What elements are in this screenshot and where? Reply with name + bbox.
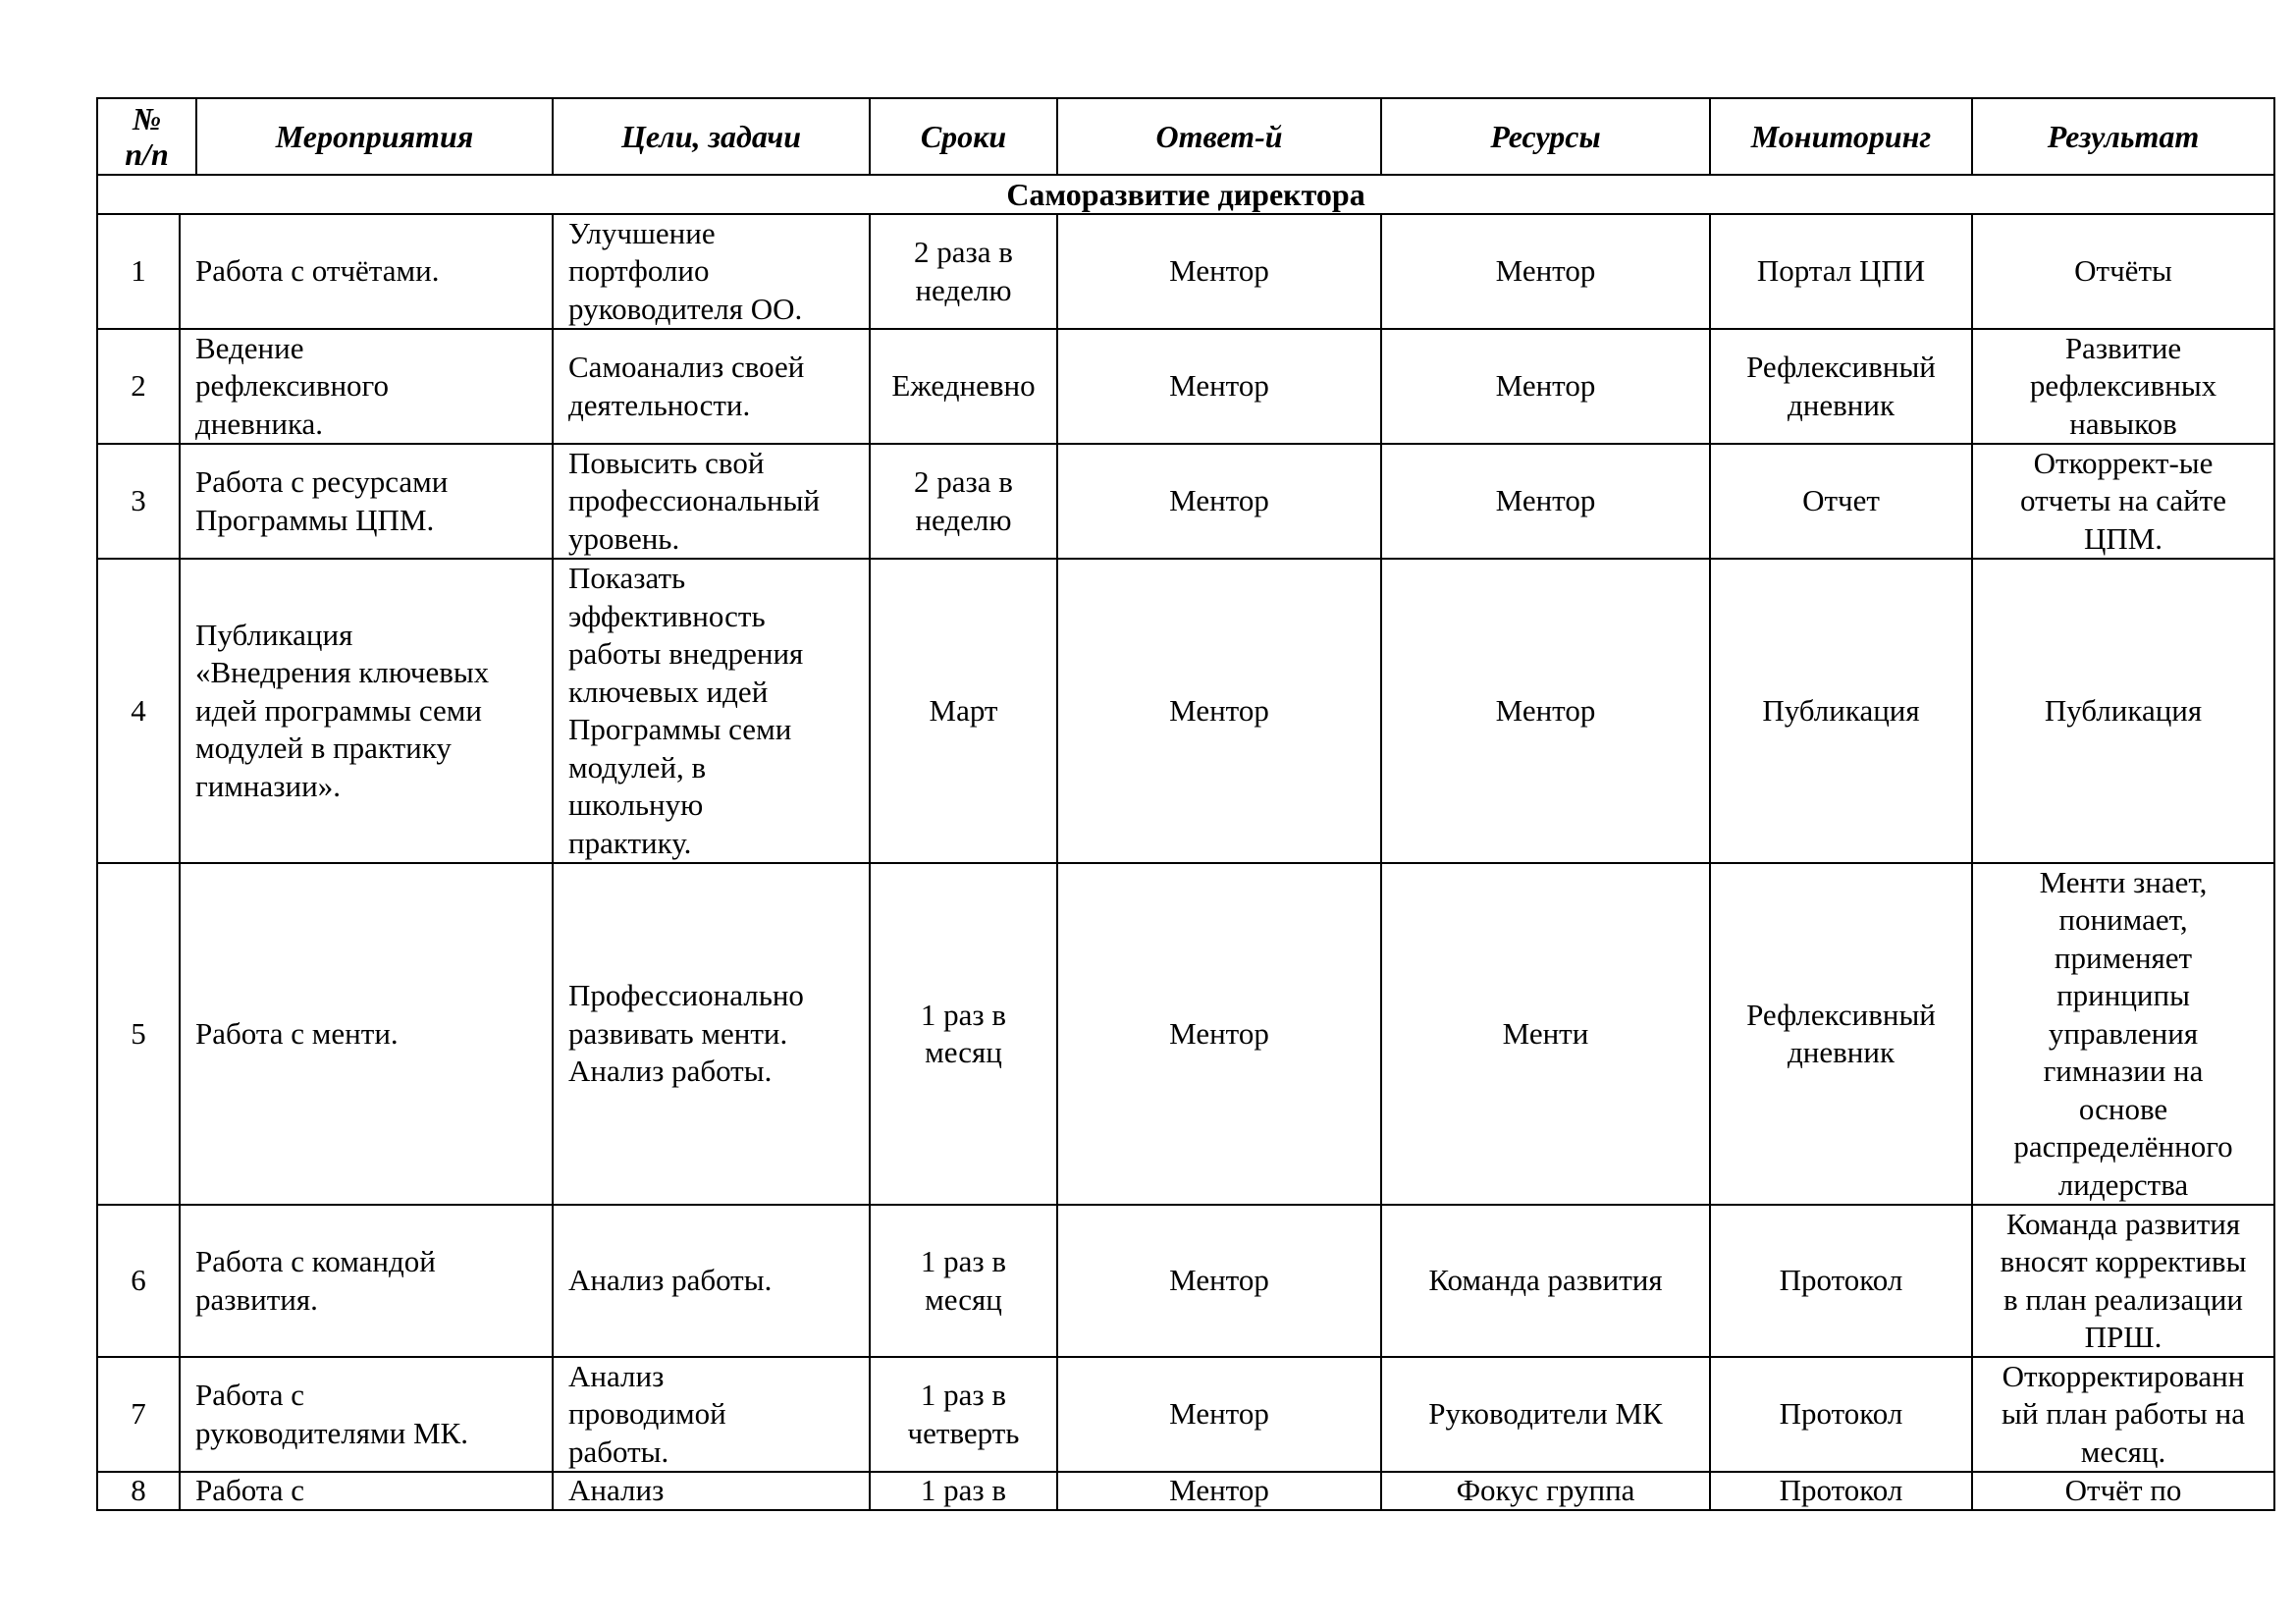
- header-monitoring: Мониторинг: [1750, 118, 1932, 154]
- activity-cell: Работа с ресурсами Программы ЦПМ.: [195, 464, 449, 537]
- terms-cell: 1 раз в месяц: [920, 1244, 1007, 1317]
- resources-cell: Менти: [1502, 1015, 1589, 1051]
- terms-cell: Март: [929, 692, 998, 728]
- terms-cell: 2 раза в неделю: [914, 235, 1013, 307]
- responsible-cell: Ментор: [1169, 483, 1269, 518]
- result-cell: Откорректированн ый план работы на месяц.: [2002, 1358, 2245, 1469]
- header-goals: Цели, задачи: [620, 118, 802, 154]
- row-number: 5: [131, 1015, 146, 1051]
- responsible-cell: Ментор: [1169, 1015, 1269, 1051]
- terms-cell: Ежедневно: [891, 368, 1036, 404]
- header-result: Результат: [2047, 118, 2200, 154]
- activity-cell: Публикация «Внедрения ключевых идей программы семи модулей в практику гимназии».: [195, 617, 490, 803]
- result-cell: Развитие рефлексивных навыков: [2029, 330, 2217, 441]
- header-activities: Мероприятия: [275, 118, 474, 154]
- activity-cell: Ведение рефлексивного дневника.: [195, 330, 389, 441]
- resources-cell: Команда развития: [1428, 1263, 1663, 1298]
- resources-cell: Фокус группа: [1456, 1473, 1635, 1508]
- row-number: 2: [131, 368, 146, 404]
- row-number: 4: [131, 692, 146, 728]
- header-number: № п/п: [125, 101, 169, 172]
- responsible-cell: Ментор: [1169, 253, 1269, 289]
- monitoring-cell: Отчет: [1802, 483, 1880, 518]
- goals-cell: Улучшение портфолио руководителя ОО.: [568, 215, 803, 326]
- goals-cell: Анализ: [568, 1473, 665, 1508]
- result-cell: Отчёты: [2074, 253, 2172, 289]
- goals-cell: Показать эффективность работы внедрения ключевых идей Программы семи модулей, в школьную практику.: [568, 561, 804, 860]
- goals-cell: Профессионально развивать менти. Анализ работы.: [568, 978, 804, 1089]
- activity-cell: Работа с: [195, 1473, 305, 1508]
- monitoring-cell: Публикация: [1762, 692, 1920, 728]
- activity-cell: Работа с руководителями МК.: [195, 1378, 468, 1450]
- monitoring-cell: Протокол: [1779, 1396, 1903, 1432]
- goals-cell: Самоанализ своей деятельности.: [568, 350, 805, 422]
- header-terms: Сроки: [920, 118, 1007, 154]
- result-cell: Команда развития вносят коррективы в план реализации ПРШ.: [2000, 1206, 2247, 1354]
- activity-cell: Работа с менти.: [195, 1015, 399, 1051]
- monitoring-cell: Рефлексивный дневник: [1746, 997, 1936, 1069]
- goals-cell: Повысить свой профессиональный уровень.: [568, 445, 821, 556]
- terms-cell: 1 раз в: [920, 1473, 1007, 1508]
- resources-cell: Ментор: [1495, 483, 1596, 518]
- monitoring-cell: Портал ЦПИ: [1756, 253, 1926, 289]
- activity-cell: Работа с командой развития.: [195, 1244, 436, 1317]
- terms-cell: 2 раза в неделю: [914, 464, 1013, 537]
- terms-cell: 1 раз в четверть: [907, 1378, 1020, 1450]
- resources-cell: Руководители МК: [1428, 1396, 1663, 1432]
- responsible-cell: Ментор: [1169, 1396, 1269, 1432]
- responsible-cell: Ментор: [1169, 1263, 1269, 1298]
- monitoring-cell: Протокол: [1779, 1473, 1903, 1508]
- monitoring-cell: Протокол: [1779, 1263, 1903, 1298]
- responsible-cell: Ментор: [1169, 692, 1269, 728]
- header-responsible: Ответ-й: [1155, 118, 1283, 154]
- row-number: 3: [131, 483, 146, 518]
- goals-cell: Анализ работы.: [568, 1263, 773, 1298]
- section-title: Саморазвитие директора: [1006, 176, 1365, 212]
- row-number: 6: [131, 1263, 146, 1298]
- row-number: 8: [131, 1473, 146, 1508]
- result-cell: Публикация: [2044, 692, 2203, 728]
- responsible-cell: Ментор: [1169, 368, 1269, 404]
- row-number: 7: [131, 1396, 146, 1432]
- activity-cell: Работа с отчётами.: [195, 253, 440, 289]
- resources-cell: Ментор: [1495, 368, 1596, 404]
- terms-cell: 1 раз в месяц: [920, 997, 1007, 1069]
- responsible-cell: Ментор: [1169, 1473, 1269, 1508]
- header-resources: Ресурсы: [1490, 118, 1601, 154]
- resources-cell: Ментор: [1495, 692, 1596, 728]
- row-number: 1: [131, 253, 146, 289]
- result-cell: Откоррект-ые отчеты на сайте ЦПМ.: [2019, 445, 2226, 556]
- goals-cell: Анализ проводимой работы.: [568, 1358, 726, 1469]
- resources-cell: Ментор: [1495, 253, 1596, 289]
- result-cell: Отчёт по: [2064, 1473, 2182, 1508]
- result-cell: Менти знает, понимает, применяет принципы управления гимназии на основе распределённого лидерства: [2013, 864, 2233, 1202]
- monitoring-cell: Рефлексивный дневник: [1746, 350, 1936, 422]
